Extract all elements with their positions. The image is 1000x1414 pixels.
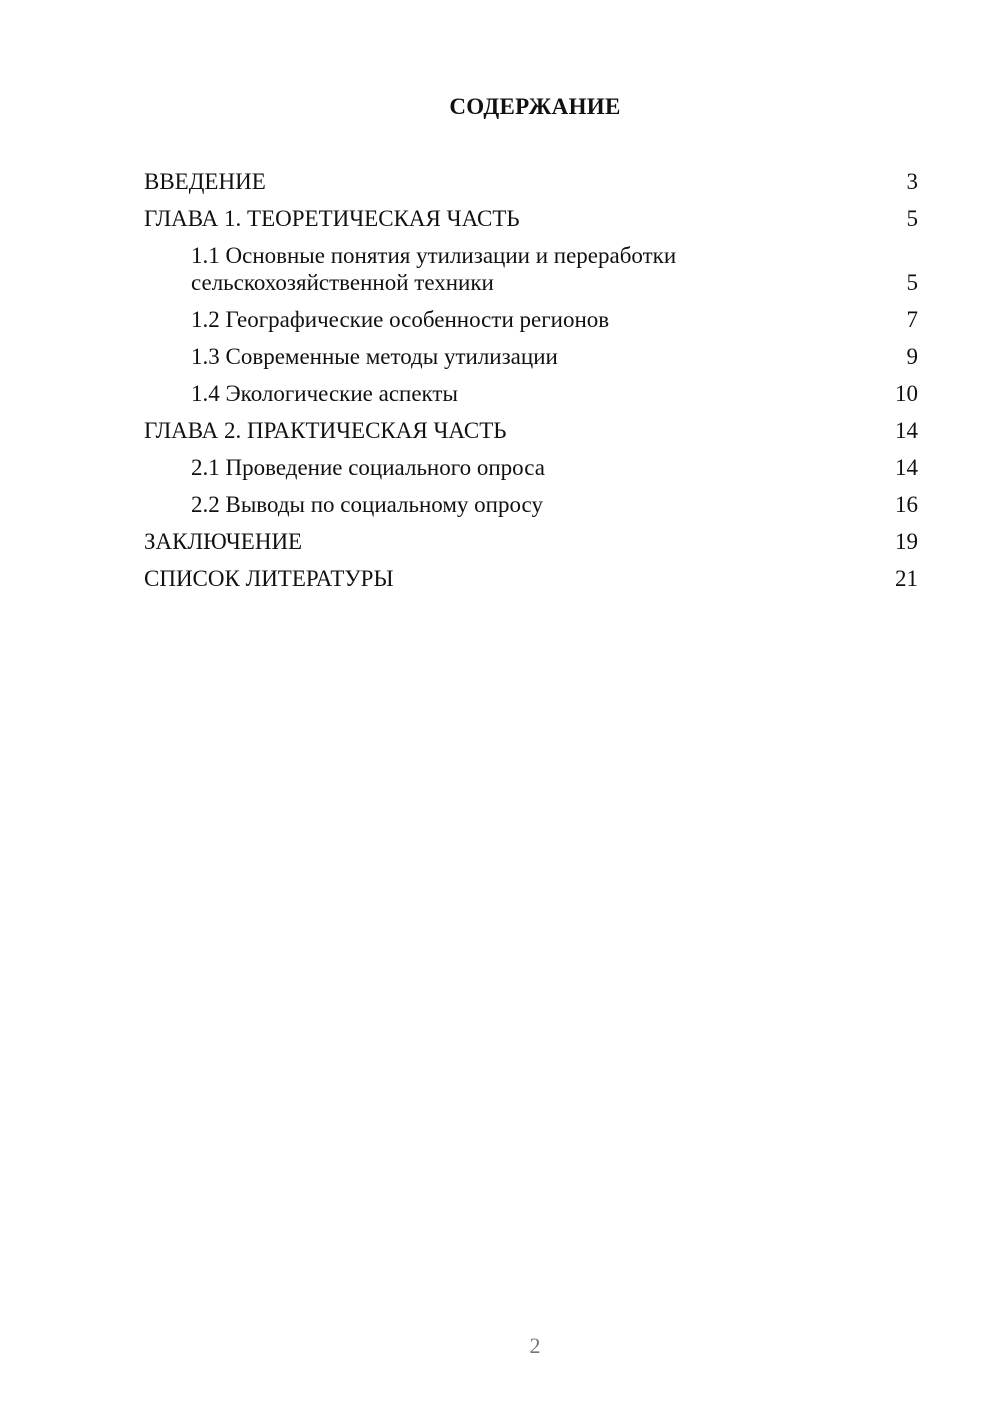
toc-entry-chapter-2[interactable] [144, 417, 918, 444]
toc-entry-conclusion[interactable] [144, 528, 918, 555]
toc-entry-label: 1.2 Географические особенности регионов [191, 307, 610, 332]
toc-entry-introduction[interactable] [144, 168, 918, 195]
toc-entry-label: 2.1 Проведение социального опроса [191, 455, 545, 480]
table-of-contents [144, 168, 918, 602]
toc-entry-section-1-1[interactable] [144, 242, 918, 296]
toc-entry-chapter-1[interactable] [144, 205, 918, 232]
toc-entry-page: 5 [906, 206, 918, 231]
toc-entry-page: 9 [906, 344, 918, 369]
toc-entry-label: 1.4 Экологические аспекты [191, 381, 458, 406]
toc-entry-page: 14 [895, 455, 918, 480]
toc-entry-page: 7 [906, 307, 918, 332]
toc-entry-page: 3 [906, 169, 918, 194]
toc-entry-label: ГЛАВА 1. ТЕОРЕТИЧЕСКАЯ ЧАСТЬ [144, 206, 520, 231]
page-number: 2 [529, 1333, 541, 1358]
toc-entry-label: 1.1 Основные понятия утилизации и переработки сельскохозяйственной техники [191, 243, 677, 295]
toc-entry-references[interactable] [144, 565, 918, 592]
toc-title: СОДЕРЖАНИЕ [449, 94, 621, 119]
toc-entry-page: 21 [895, 566, 918, 591]
toc-entry-section-1-2[interactable] [144, 306, 918, 333]
toc-entry-label: 1.3 Современные методы утилизации [191, 344, 558, 369]
toc-entry-label: СПИСОК ЛИТЕРАТУРЫ [144, 566, 394, 591]
toc-entry-section-2-2[interactable] [144, 491, 918, 518]
toc-entry-page: 19 [895, 529, 918, 554]
toc-entry-section-2-1[interactable] [144, 454, 918, 481]
toc-entry-label: ГЛАВА 2. ПРАКТИЧЕСКАЯ ЧАСТЬ [144, 418, 507, 443]
toc-entry-page: 10 [895, 381, 918, 406]
toc-entry-page: 5 [906, 270, 918, 295]
toc-entry-page: 14 [895, 418, 918, 443]
toc-entry-page: 16 [895, 492, 918, 517]
toc-entry-label: 2.2 Выводы по социальному опросу [191, 492, 543, 517]
toc-entry-label: ЗАКЛЮЧЕНИЕ [144, 529, 303, 554]
toc-entry-section-1-4[interactable] [144, 380, 918, 407]
toc-entry-label: ВВЕДЕНИЕ [144, 169, 266, 194]
toc-entry-section-1-3[interactable] [144, 343, 918, 370]
